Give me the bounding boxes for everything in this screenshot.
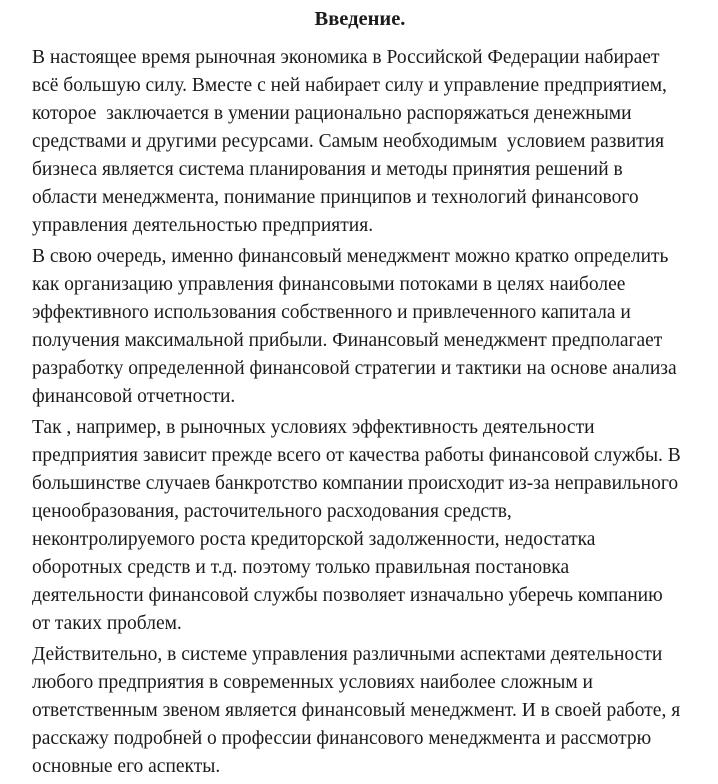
text-line: которое заключается в умении рационально распоряжаться денежными [32,103,632,124]
text-line: Действительно, в системе управления различными аспектами деятельности [32,644,663,665]
text-line: неконтролируемого роста кредиторской задолженности, недостатка [32,529,596,550]
paragraph-3 [32,414,688,638]
text-line: предприятия зависит прежде всего от качества работы финансовой службы. В [32,445,681,466]
text-line: Так , например, в рыночных условиях эффективность деятельности [32,417,595,438]
text-line: большинстве случаев банкротство компании происходит из-за неправильного [32,473,679,494]
text-line: ответственным звеном является финансовый менеджмент. И в своей работе, я [32,700,681,721]
text-line: управления деятельностью предприятия. [32,215,374,236]
paragraph-1 [32,44,688,240]
text-line: области менеджмента, понимание принципов и технологий финансового [32,187,639,208]
text-line: В настоящее время рыночная экономика в Российской Федерации набирает [32,47,660,68]
document-title: Введение. [314,8,406,30]
text-line: всё большую силу. Вместе с ней набирает силу и управление предприятием, [32,75,667,96]
text-line: финансовой отчетности. [32,386,236,407]
text-line: любого предприятия в современных условиях наиболее сложным и [32,672,593,693]
text-line: деятельности финансовой службы позволяет изначально уберечь компанию [32,585,663,606]
text-line: основные его аспекты. [32,756,221,777]
text-line: В свою очередь, именно финансовый менеджмент можно кратко определить [32,246,669,267]
text-line: средствами и другими ресурсами. Самым необходимым условием развития [32,131,665,152]
text-line: расскажу подробней о профессии финансового менеджмента и рассмотрю [32,728,652,749]
text-line: разработку определенной финансовой стратегии и тактики на основе анализа [32,358,677,379]
text-line: оборотных средств и т.д. поэтому только правильная постановка [32,557,570,578]
text-line: ценообразования, расточительного расходования средств, [32,501,512,522]
paragraph-2 [32,243,688,411]
paragraph-4 [32,641,688,781]
text-line: от таких проблем. [32,613,182,634]
text-line: бизнеса является система планирования и методы принятия решений в [32,159,623,180]
text-line: получения максимальной прибыли. Финансовый менеджмент предполагает [32,330,663,351]
text-line: как организацию управления финансовыми потоками в целях наиболее [32,274,626,295]
text-line: эффективного использования собственного и привлеченного капитала и [32,302,631,323]
